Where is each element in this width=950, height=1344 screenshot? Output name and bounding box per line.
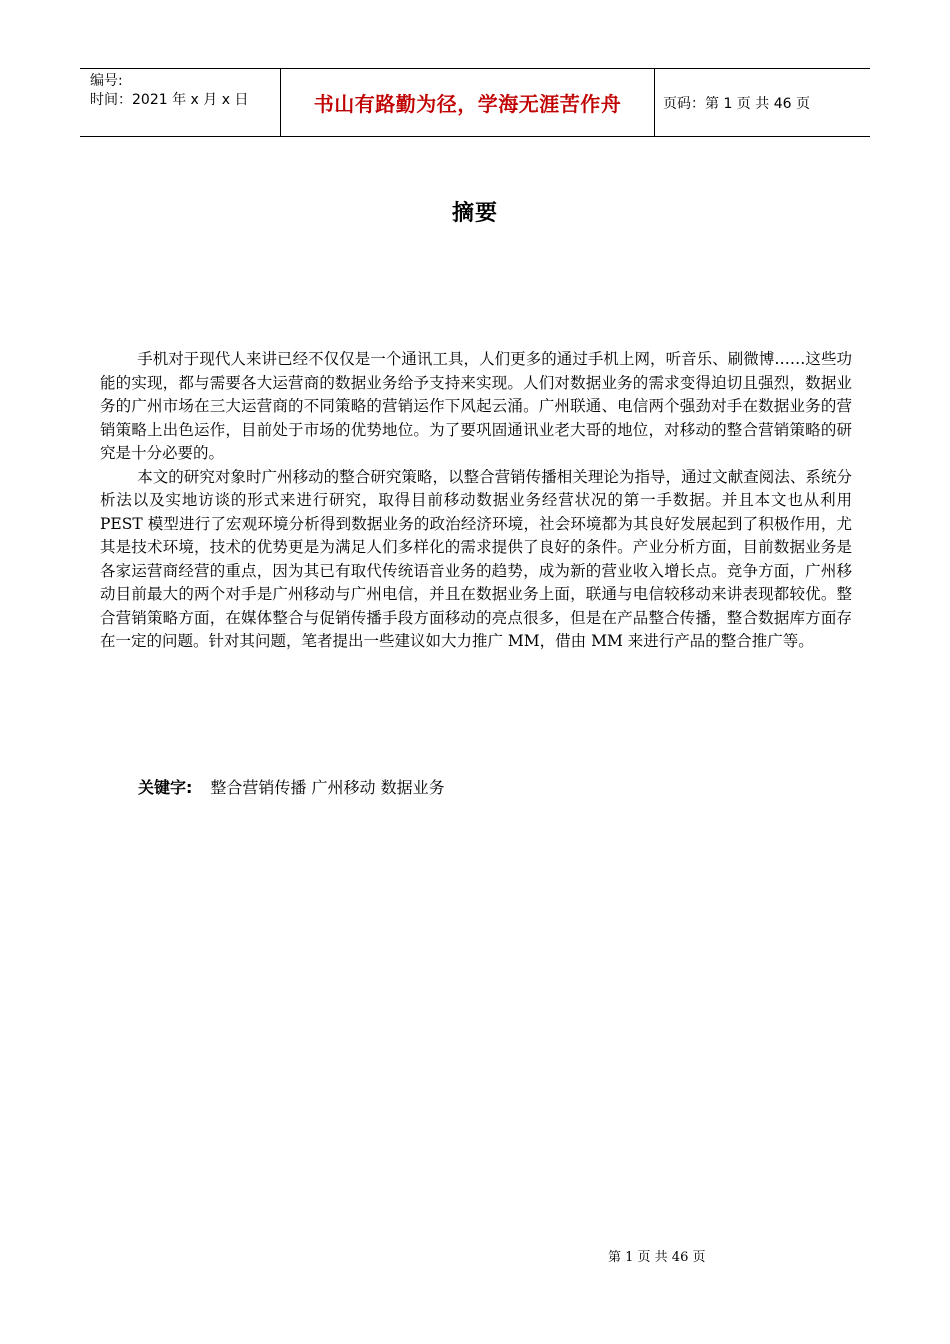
page-footer: 第 1 页 共 46 页 (608, 1250, 706, 1265)
abstract-body (100, 348, 852, 654)
header-table (80, 68, 870, 137)
header-info-cell (80, 69, 281, 136)
page-title: 摘要 (451, 201, 498, 226)
header-motto-cell (281, 69, 655, 136)
motto-text: 书山有路勤为径，学海无涯苦作舟 (313, 92, 622, 116)
abstract-paragraph-2: 本文的研究对象时广州移动的整合研究策略，以整合营销传播相关理论为指导，通过文献查阅法、系统分析法以及实地访谈的形式来进行研究，取得目前移动数据业务经营状况的第一手数据。并且本文也从利用 PEST 模型进行了宏观环境分析得到数据业务的政治经济环境，社会环境都为其良好发展起到了积极作用，尤其是技术环境，技术的优势更是为满足人们多样化的需求提供了良好的条件。产业分析方面，目前数据业务是各家运营商经营的重点，因为其已有取代传统语音业务的趋势，成为新的营业收入增长点。竞争方面，广州移动目前最大的两个对手是广州移动与广州电信，并且在数据业务上面，联通与电信较移动来讲表现都较优。整合营销策略方面，在媒体整合与促销传播手段方面移动的亮点很多，但是在产品整合传播，整合数据库方面存在一定的问题。针对其问题，笔者提出一些建议如大力推广 MM，借由 MM 来进行产品的整合推广等。 (100, 467, 852, 650)
keywords-items: 整合营销传播 广州移动 数据业务 (210, 778, 445, 797)
document-time-label: 时间：2021 年 x 月 x 日 (90, 92, 249, 108)
page-code-text: 页码：第 1 页 共 46 页 (663, 95, 810, 112)
header-page-cell (655, 69, 870, 136)
abstract-paragraph-1: 手机对于现代人来讲已经不仅仅是一个通讯工具，人们更多的通过手机上网，听音乐、刷微博……这些功能的实现，都与需要各大运营商的数据业务给予支持来实现。人们对数据业务的需求变得迫切且强烈，数据业务的广州市场在三大运营商的不同策略的营销运作下风起云涌。广州联通、电信两个强劲对手在数据业务的营销策略上出色运作，目前处于市场的优势地位。为了要巩固通讯业老大哥的地位，对移动的整合营销策略的研究是十分必要的。 (100, 350, 852, 462)
keywords-line (138, 776, 445, 800)
keywords-label: 关键字: (138, 778, 193, 797)
document-number-label: 编号: (90, 73, 123, 89)
